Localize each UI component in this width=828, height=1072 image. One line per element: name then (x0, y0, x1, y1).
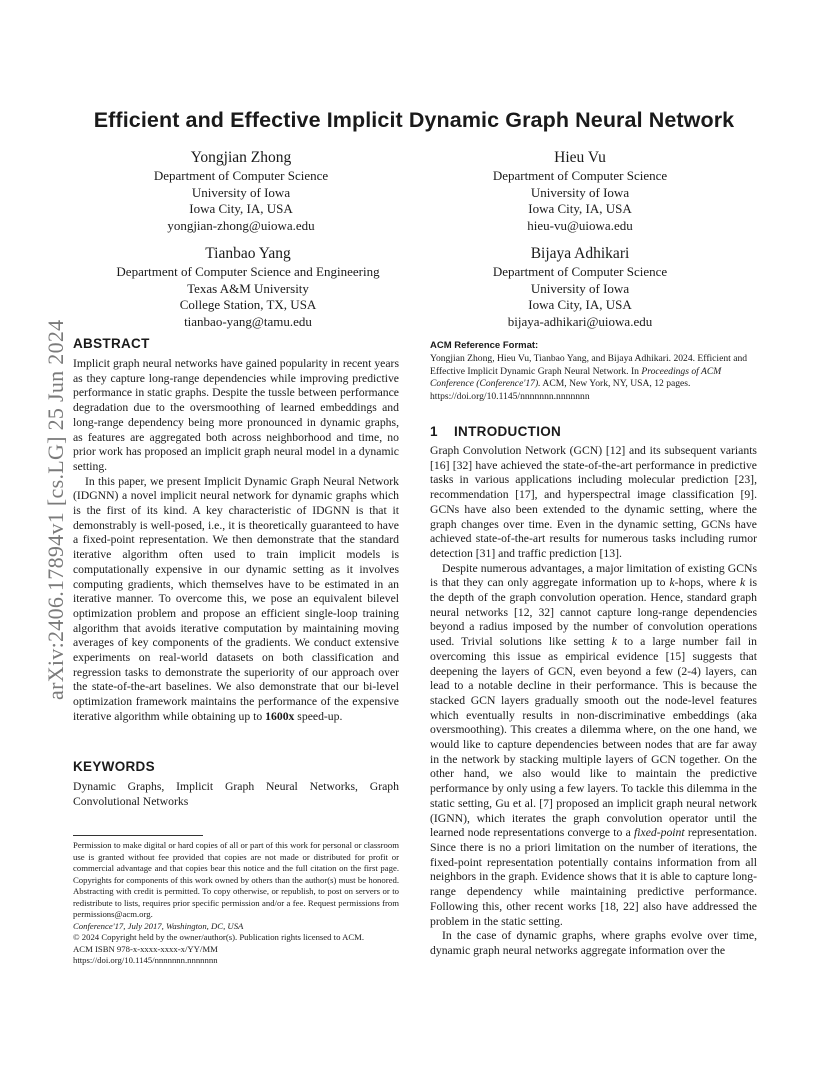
author-organization: University of Iowa (530, 280, 630, 296)
abstract-section (73, 336, 399, 725)
author-name: Hieu Vu (554, 149, 606, 166)
keywords-heading: KEYWORDS (73, 759, 155, 774)
author-block-3 (83, 244, 413, 330)
author-block-1 (76, 148, 406, 234)
keywords-list: Dynamic Graphs, Implicit Graph Neural Networks, Graph Convolutional Networks (73, 780, 399, 808)
isbn: ACM ISBN 978-x-xxxx-xxxx-x/YY/MM (73, 943, 218, 954)
author-name: Yongjian Zhong (190, 149, 292, 166)
author-department: Department of Computer Science (492, 264, 668, 279)
acm-reference-section (430, 340, 757, 403)
introduction-heading: 1 INTRODUCTION (430, 424, 562, 439)
abstract-paragraph: Implicit graph neural networks have gained popularity in recent years as they capture long-range dependencies while improving predictive performance in static graphs. Despite the tussle between performance degradation due to the oversmoothing of learned embeddings and long-range dependency being more pronounced in dynamic graphs, as features are aggregated both across neighborhood and time, no prior work has proposed an implicit graph neural model in a dynamic setting. (73, 357, 399, 473)
abstract-heading: ABSTRACT (73, 336, 150, 351)
paper-title: Efficient and Effective Implicit Dynamic Graph Neural Network (93, 108, 735, 132)
author-email[interactable]: bijaya-adhikari@uiowa.edu (507, 313, 653, 329)
copyright-notice: © 2024 Copyright held by the owner/author(s). Publication rights licensed to ACM. (73, 932, 365, 942)
introduction-paragraph: Despite numerous advantages, a major limitation of existing GCNs is that they can only aggregate information up to k-hops, where k is the depth of the graph convolution operation. Hence, standard graph neural networks [12, 32] cannot capture long-range dependencies beyond a radius imposed by the number of convolution operations used. Trivial solutions like setting k to a large number fail in overcoming this issue as empirical evidence [15] suggests that deepening the layers of GCN, even beyond a few (2-4) layers, can lead to a notable decline in their performance. This is because the stacked GCN layers gradually smooth out the node-level features which eventually results in non-discriminative embeddings (aka oversmoothing). This creates a dilemma where, on the one hand, we would like to capture dependencies between nodes that are far away in the network by stacking multiple layers of GCN together. On the other hand, we also would like to maintain the predictive performance by only using a few layers. To tackle this dilemma in the static setting, Gu et al. [7] proposed an implicit graph neural network (IGNN), which iterates the graph convolution operator until the learned node representations converge to a fixed-point representation. Since there is no a priori limitation on the number of iterations, the fixed-point representation potentially contains information from all neighbors in the graph. Evidence shows that it is able to capture long-range dependency while maintaining predictive performance. Following this, other recent works [18, 22] also have addressed the problem in the static setting. (430, 561, 757, 928)
acm-reference-text: Yongjian Zhong, Hieu Vu, Tianbao Yang, and Bijaya Adhikari. 2024. Efficient and Effective Implicit Dynamic Graph Neural Network. In Proceedings of ACM Conference (Conference'17). ACM, New York, NY, USA, 12 pages. https://doi.org/10.1145/nnnnnnn.nnnnnnn (430, 353, 748, 402)
author-location: Iowa City, IA, USA (528, 297, 632, 312)
keywords-section (73, 759, 399, 809)
author-name: Tianbao Yang (205, 245, 291, 262)
author-block-4 (415, 244, 745, 330)
author-email[interactable]: hieu-vu@uiowa.edu (527, 217, 633, 233)
author-email[interactable]: yongjian-zhong@uiowa.edu (167, 217, 315, 233)
abstract-paragraph: In this paper, we present Implicit Dynamic Graph Neural Network (IDGNN) a novel implicit neural network for dynamic graphs which is the first of its kind. A key characteristic of IDGNN is that it demonstrably is well-posed, i.e., it is theoretically guaranteed to have a fixed-point representation. We then demonstrate that the standard iterative algorithm often used to train implicit models is computationally expensive in our dynamic setting as it involves computing gradients, which themselves have to be estimated in an iterative manner. To overcome this, we pose an equivalent bilevel optimization problem and propose an efficient single-loop training algorithm that avoids iterative computation by maintaining moving averages of key components of the gradients. We conduct extensive experiments on real-world datasets on both classification and regression tasks to demonstrate the superiority of our approach over the state-of-the-art baselines. We also demonstrate that our bi-level optimization framework maintains the performance of the expensive iterative algorithm while obtaining up to 1600x speed-up. (73, 474, 399, 723)
author-location: College Station, TX, USA (179, 297, 317, 312)
footnote-block (73, 835, 399, 967)
author-organization: University of Iowa (530, 184, 630, 200)
author-block-2 (415, 148, 745, 234)
author-department: Department of Computer Science (153, 168, 329, 183)
acm-reference-heading: ACM Reference Format: (430, 340, 539, 351)
arxiv-identifier: arXiv:2406.17894v1 [cs.LG] 25 Jun 2024 (43, 319, 68, 700)
author-location: Iowa City, IA, USA (189, 201, 293, 216)
introduction-section (430, 424, 757, 959)
conference-info: Conference'17, July 2017, Washington, DC, USA (73, 920, 244, 931)
author-department: Department of Computer Science and Engineering (116, 264, 380, 279)
author-organization: University of Iowa (191, 184, 291, 200)
footnote-rule (73, 835, 203, 836)
author-name: Bijaya Adhikari (530, 245, 630, 262)
author-email[interactable]: tianbao-yang@tamu.edu (184, 313, 312, 329)
author-location: Iowa City, IA, USA (528, 201, 632, 216)
introduction-paragraph: In the case of dynamic graphs, where graphs evolve over time, dynamic graph neural networks aggregate information over the (430, 929, 757, 957)
author-department: Department of Computer Science (492, 168, 668, 183)
introduction-paragraph: Graph Convolution Network (GCN) [12] and its subsequent variants [16] [32] have achieved the state-of-the-art performance in predictive tasks in various applications including molecular prediction [23], recommendation [17], and hyperspectral image classification [9]. GCNs have also been extended to the dynamic setting, where the graph changes over time. Even in the dynamic setting, GCNs have achieved state-of-the-art results for numerous tasks including rumor detection [31] and traffic prediction [13]. (430, 444, 757, 560)
doi-link[interactable]: https://doi.org/10.1145/nnnnnnn.nnnnnnn (73, 955, 218, 965)
permission-notice: Permission to make digital or hard copies of all or part of this work for personal or classroom use is granted without fee provided that copies are not made or distributed for profit or commercial advantage and that copies bear this notice and the full citation on the first page. Copyrights for components of this work owned by others than the author(s) must be honored. Abstracting with credit is permitted. To copy otherwise, or republish, to post on servers or to redistribute to lists, requires prior specific permission and/or a fee. Request permissions from permissions@acm.org. (73, 840, 399, 919)
author-organization: Texas A&M University (187, 280, 309, 296)
